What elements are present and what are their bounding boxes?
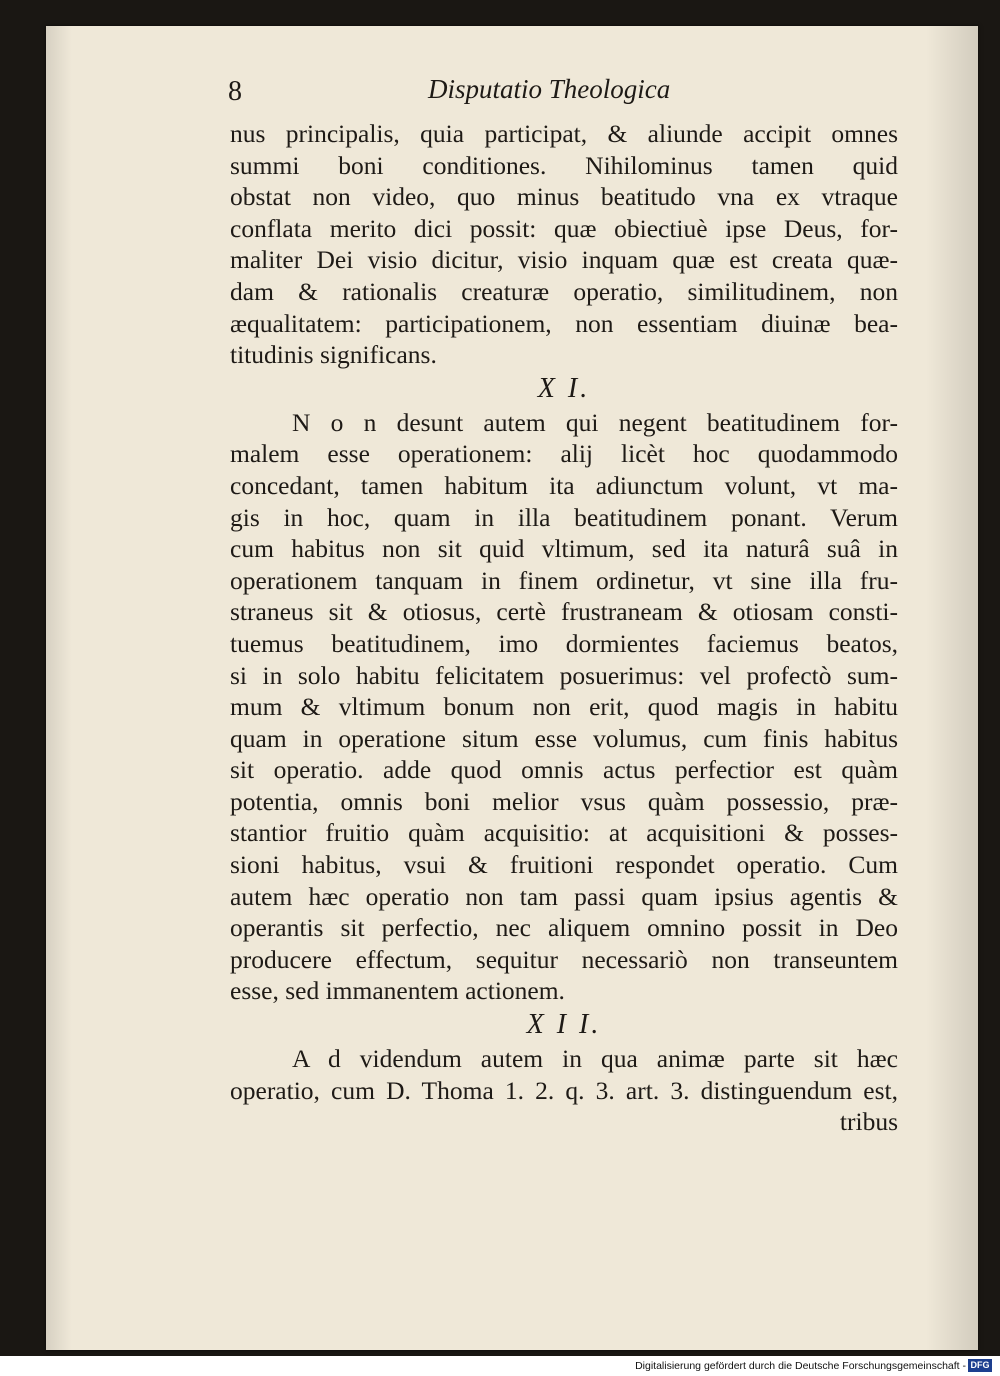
text-line: producere effectum, sequitur necessariò non transeuntem [230,944,898,974]
text-line: tuemus beatitudinem, imo dormientes faciemus beatos, [230,628,898,658]
section-heading-xii: X I I. [526,1009,602,1041]
text-line: A d videndum autem in qua animæ parte sit hæc [292,1044,898,1074]
text-line: concedant, tamen habitum ita adiunctum volunt, vt ma- [230,470,898,500]
footer-credit: Digitalisierung gefördert durch die Deutsche Forschungsgemeinschaft - [635,1360,966,1372]
text-line: operationem tanquam in finem ordinetur, vt sine illa fru- [230,565,898,595]
page-number: 8 [228,76,242,107]
text-line: malem esse operationem: alij licèt hoc quodammodo [230,439,898,469]
body-text [230,118,898,1138]
text-line: maliter Dei visio dicitur, visio inquam quæ est creata quæ- [230,245,898,275]
text-line: nus principalis, quia participat, & aliunde accipit omnes [230,119,898,148]
section-heading-xi: X I. [537,372,591,404]
text-line: titudinis significans. [230,340,437,370]
text-line: sit operatio. adde quod omnis actus perfectior est quàm [230,755,898,785]
page-header [228,74,898,114]
catchword: tribus [839,1107,898,1137]
text-line: conflata merito dici possit: quæ obiectiuè ipse Deus, for- [230,213,898,243]
text-line: sioni habitus, vsui & fruitioni respondet operatio. Cum [230,850,898,880]
text-line: summi boni conditiones. Nihilominus tamen quid [230,150,898,180]
text-line: autem hæc operatio non tam passi quam ipsius agentis & [230,881,898,911]
text-line: straneus sit & otiosus, certè frustraneam & otiosam consti- [230,597,898,627]
text-line: operatio, cum D. Thoma 1. 2. q. 3. art. 3. distinguendum est, [230,1075,898,1105]
text-line: æqualitatem: participationem, non essentiam diuinæ bea- [230,308,898,338]
text-line: si in solo habitu felicitatem posuerimus: vel profectò sum- [230,660,898,690]
text-line: gis in hoc, quam in illa beatitudinem ponant. Verum [230,502,898,532]
running-title: Disputatio Theologica [428,74,671,104]
text-line: stantior fruitio quàm acquisitio: at acquisitioni & posses- [230,818,898,848]
text-line: dam & rationalis creaturæ operatio, similitudinem, non [230,276,898,306]
dfg-logo: DFG [968,1359,992,1372]
text-line: mum & vltimum bonum non erit, quod magis in habitu [230,692,898,722]
digitization-footer [0,1356,1000,1376]
text-line: esse, sed immanentem actionem. [230,976,565,1006]
text-line: obstat non video, quo minus beatitudo vna ex vtraque [230,182,898,212]
text-line: quam in operatione situm esse volumus, cum finis habitus [230,723,898,753]
text-line: potentia, omnis boni melior vsus quàm possessio, præ- [230,786,898,816]
text-line: N o n desunt autem qui negent beatitudinem for- [292,407,898,437]
text-line: cum habitus non sit quid vltimum, sed ita naturâ suâ in [230,534,898,564]
text-line: operantis sit perfectio, nec aliquem omnino possit in Deo [230,913,898,943]
